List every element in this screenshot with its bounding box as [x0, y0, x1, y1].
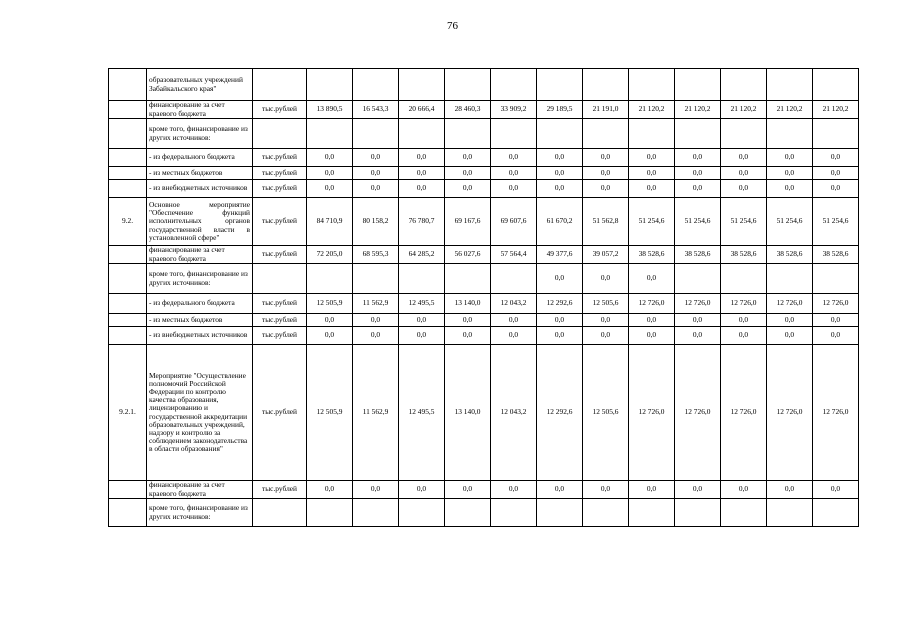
value-cell: 49 377,6	[537, 246, 583, 264]
value-cell	[721, 499, 767, 527]
value-cell: 0,0	[399, 314, 445, 327]
value-cell: 0,0	[445, 327, 491, 345]
value-cell	[491, 499, 537, 527]
value-cell	[491, 264, 537, 294]
value-cell: 12 043,2	[491, 294, 537, 314]
value-cell: 12 505,9	[307, 294, 353, 314]
value-cell: 12 726,0	[629, 294, 675, 314]
value-cell: 0,0	[491, 149, 537, 167]
value-cell: 12 043,2	[491, 345, 537, 481]
value-cell: 0,0	[675, 149, 721, 167]
table-row	[109, 167, 859, 180]
row-unit: тыс.рублей	[253, 327, 307, 345]
value-cell	[813, 119, 859, 149]
table-row	[109, 345, 859, 481]
value-cell: 80 158,2	[353, 198, 399, 246]
value-cell: 0,0	[445, 167, 491, 180]
value-cell	[445, 69, 491, 101]
row-description: - из федерального бюджета	[147, 294, 253, 314]
row-number	[109, 69, 147, 101]
row-unit: тыс.рублей	[253, 294, 307, 314]
value-cell: 0,0	[721, 327, 767, 345]
value-cell: 0,0	[491, 327, 537, 345]
row-description: - из федерального бюджета	[147, 149, 253, 167]
value-cell: 0,0	[583, 264, 629, 294]
value-cell: 0,0	[353, 314, 399, 327]
value-cell: 12 505,6	[583, 345, 629, 481]
value-cell: 0,0	[307, 167, 353, 180]
value-cell: 61 670,2	[537, 198, 583, 246]
value-cell: 0,0	[629, 314, 675, 327]
row-unit	[253, 119, 307, 149]
value-cell	[399, 119, 445, 149]
value-cell: 12 292,6	[537, 294, 583, 314]
value-cell: 29 189,5	[537, 101, 583, 119]
row-unit: тыс.рублей	[253, 180, 307, 198]
value-cell: 0,0	[353, 167, 399, 180]
row-unit: тыс.рублей	[253, 101, 307, 119]
value-cell	[353, 264, 399, 294]
row-number: 9.2.1.	[109, 345, 147, 481]
value-cell: 38 528,6	[767, 246, 813, 264]
row-unit: тыс.рублей	[253, 481, 307, 499]
row-number: 9.2.	[109, 198, 147, 246]
row-description: финансирование за счет краевого бюджета	[147, 246, 253, 264]
value-cell	[445, 119, 491, 149]
value-cell: 51 254,6	[675, 198, 721, 246]
value-cell: 0,0	[583, 149, 629, 167]
value-cell	[399, 499, 445, 527]
value-cell: 0,0	[629, 327, 675, 345]
value-cell	[767, 69, 813, 101]
row-unit: тыс.рублей	[253, 314, 307, 327]
row-description: кроме того, финансирование из других источников:	[147, 119, 253, 149]
value-cell: 21 120,2	[767, 101, 813, 119]
value-cell: 11 562,9	[353, 294, 399, 314]
value-cell	[813, 69, 859, 101]
value-cell	[675, 119, 721, 149]
value-cell: 0,0	[445, 314, 491, 327]
row-unit: тыс.рублей	[253, 198, 307, 246]
value-cell: 0,0	[537, 264, 583, 294]
value-cell: 0,0	[491, 314, 537, 327]
table-row	[109, 314, 859, 327]
value-cell: 51 254,6	[629, 198, 675, 246]
row-unit	[253, 69, 307, 101]
value-cell: 69 167,6	[445, 198, 491, 246]
value-cell	[491, 69, 537, 101]
table-row	[109, 499, 859, 527]
value-cell: 0,0	[767, 327, 813, 345]
value-cell: 0,0	[537, 167, 583, 180]
value-cell: 0,0	[399, 149, 445, 167]
row-description: Основное мероприятие "Обеспечение функций исполнительных органов государственной власти в установленной сфере"	[147, 198, 253, 246]
row-description: - из местных бюджетов	[147, 167, 253, 180]
value-cell	[307, 119, 353, 149]
table-row	[109, 69, 859, 101]
table-row	[109, 246, 859, 264]
value-cell: 0,0	[721, 149, 767, 167]
row-description: - из внебюджетных источников	[147, 327, 253, 345]
value-cell: 21 120,2	[813, 101, 859, 119]
value-cell: 0,0	[767, 180, 813, 198]
value-cell: 0,0	[399, 180, 445, 198]
value-cell: 12 726,0	[629, 345, 675, 481]
value-cell	[629, 499, 675, 527]
value-cell: 13 140,0	[445, 294, 491, 314]
value-cell: 51 254,6	[721, 198, 767, 246]
value-cell: 69 607,6	[491, 198, 537, 246]
value-cell: 51 254,6	[767, 198, 813, 246]
value-cell	[445, 499, 491, 527]
value-cell	[445, 264, 491, 294]
row-number	[109, 101, 147, 119]
budget-table	[108, 68, 859, 527]
value-cell: 0,0	[721, 481, 767, 499]
value-cell	[307, 264, 353, 294]
row-description: - из внебюджетных источников	[147, 180, 253, 198]
value-cell: 21 120,2	[721, 101, 767, 119]
row-unit: тыс.рублей	[253, 345, 307, 481]
value-cell: 0,0	[491, 180, 537, 198]
value-cell: 16 543,3	[353, 101, 399, 119]
value-cell: 0,0	[353, 327, 399, 345]
value-cell: 0,0	[721, 167, 767, 180]
value-cell	[675, 264, 721, 294]
value-cell: 0,0	[353, 180, 399, 198]
value-cell: 0,0	[307, 180, 353, 198]
value-cell	[629, 69, 675, 101]
value-cell: 0,0	[629, 481, 675, 499]
value-cell: 0,0	[813, 327, 859, 345]
value-cell	[537, 119, 583, 149]
value-cell: 76 780,7	[399, 198, 445, 246]
row-number	[109, 149, 147, 167]
row-unit	[253, 499, 307, 527]
value-cell: 57 564,4	[491, 246, 537, 264]
row-description: - из местных бюджетов	[147, 314, 253, 327]
value-cell: 0,0	[813, 167, 859, 180]
value-cell: 38 528,6	[813, 246, 859, 264]
value-cell: 0,0	[813, 481, 859, 499]
page-number: 76	[447, 20, 458, 32]
value-cell: 39 057,2	[583, 246, 629, 264]
value-cell: 20 666,4	[399, 101, 445, 119]
value-cell: 0,0	[583, 167, 629, 180]
value-cell: 12 495,5	[399, 345, 445, 481]
value-cell: 0,0	[629, 180, 675, 198]
value-cell: 0,0	[629, 167, 675, 180]
value-cell: 12 726,0	[675, 294, 721, 314]
table-row	[109, 101, 859, 119]
table-row	[109, 327, 859, 345]
value-cell: 0,0	[583, 180, 629, 198]
value-cell	[353, 119, 399, 149]
value-cell: 21 120,2	[629, 101, 675, 119]
table-body	[109, 69, 859, 527]
value-cell	[721, 264, 767, 294]
value-cell	[537, 69, 583, 101]
value-cell	[721, 69, 767, 101]
value-cell: 0,0	[537, 327, 583, 345]
row-unit	[253, 264, 307, 294]
value-cell: 11 562,9	[353, 345, 399, 481]
row-description: Мероприятие "Осуществление полномочий Российской Федерации по контролю качества образования, лицензированию и государственной аккредитации образовательных учреждений, надзору и контролю за соблюдением законодательства в области образования"	[147, 345, 253, 481]
value-cell: 38 528,6	[721, 246, 767, 264]
value-cell	[721, 119, 767, 149]
value-cell: 0,0	[767, 167, 813, 180]
value-cell: 0,0	[813, 180, 859, 198]
value-cell: 12 726,0	[675, 345, 721, 481]
row-description: кроме того, финансирование из других источников:	[147, 264, 253, 294]
value-cell: 0,0	[675, 481, 721, 499]
value-cell: 0,0	[767, 314, 813, 327]
value-cell	[537, 499, 583, 527]
value-cell: 12 726,0	[721, 294, 767, 314]
value-cell	[399, 264, 445, 294]
value-cell: 21 191,0	[583, 101, 629, 119]
value-cell: 33 909,2	[491, 101, 537, 119]
value-cell: 12 495,5	[399, 294, 445, 314]
row-description: кроме того, финансирование из других источников:	[147, 499, 253, 527]
value-cell: 0,0	[813, 149, 859, 167]
value-cell: 0,0	[399, 327, 445, 345]
value-cell: 0,0	[813, 314, 859, 327]
value-cell: 13 890,5	[307, 101, 353, 119]
value-cell: 84 710,9	[307, 198, 353, 246]
value-cell: 0,0	[767, 149, 813, 167]
value-cell: 0,0	[629, 264, 675, 294]
value-cell: 0,0	[307, 327, 353, 345]
value-cell: 0,0	[629, 149, 675, 167]
value-cell	[813, 264, 859, 294]
value-cell: 0,0	[537, 180, 583, 198]
value-cell	[583, 119, 629, 149]
value-cell: 0,0	[307, 481, 353, 499]
value-cell: 56 027,6	[445, 246, 491, 264]
value-cell	[491, 119, 537, 149]
value-cell	[767, 119, 813, 149]
value-cell	[399, 69, 445, 101]
value-cell: 38 528,6	[675, 246, 721, 264]
row-number	[109, 481, 147, 499]
value-cell: 12 726,0	[767, 345, 813, 481]
value-cell: 0,0	[675, 180, 721, 198]
value-cell: 0,0	[675, 314, 721, 327]
value-cell: 0,0	[353, 481, 399, 499]
value-cell: 28 460,3	[445, 101, 491, 119]
value-cell	[675, 499, 721, 527]
row-description: финансирование за счет краевого бюджета	[147, 101, 253, 119]
row-number	[109, 167, 147, 180]
row-number	[109, 119, 147, 149]
value-cell: 0,0	[445, 481, 491, 499]
row-unit: тыс.рублей	[253, 246, 307, 264]
value-cell: 0,0	[537, 481, 583, 499]
value-cell	[767, 499, 813, 527]
value-cell: 13 140,0	[445, 345, 491, 481]
value-cell: 0,0	[445, 149, 491, 167]
value-cell: 0,0	[583, 327, 629, 345]
value-cell	[629, 119, 675, 149]
value-cell: 0,0	[537, 314, 583, 327]
value-cell	[675, 69, 721, 101]
value-cell	[583, 499, 629, 527]
value-cell	[307, 69, 353, 101]
value-cell: 72 205,0	[307, 246, 353, 264]
row-number	[109, 327, 147, 345]
value-cell: 51 254,6	[813, 198, 859, 246]
value-cell: 12 505,6	[583, 294, 629, 314]
table-row	[109, 149, 859, 167]
value-cell	[353, 499, 399, 527]
table-row	[109, 264, 859, 294]
value-cell	[767, 264, 813, 294]
row-description: финансирование за счет краевого бюджета	[147, 481, 253, 499]
value-cell: 12 726,0	[721, 345, 767, 481]
value-cell: 0,0	[491, 481, 537, 499]
value-cell: 64 285,2	[399, 246, 445, 264]
value-cell: 12 726,0	[813, 345, 859, 481]
value-cell	[353, 69, 399, 101]
row-number	[109, 264, 147, 294]
value-cell: 0,0	[721, 314, 767, 327]
value-cell: 0,0	[399, 481, 445, 499]
value-cell: 0,0	[675, 327, 721, 345]
row-unit: тыс.рублей	[253, 167, 307, 180]
row-description: образовательных учреждений Забайкальского края"	[147, 69, 253, 101]
value-cell: 12 726,0	[767, 294, 813, 314]
value-cell: 0,0	[721, 180, 767, 198]
value-cell: 0,0	[583, 481, 629, 499]
value-cell: 0,0	[445, 180, 491, 198]
value-cell: 0,0	[767, 481, 813, 499]
value-cell	[583, 69, 629, 101]
value-cell: 0,0	[491, 167, 537, 180]
table-row	[109, 119, 859, 149]
value-cell: 0,0	[307, 149, 353, 167]
row-number	[109, 499, 147, 527]
value-cell: 12 505,9	[307, 345, 353, 481]
value-cell: 0,0	[537, 149, 583, 167]
row-number	[109, 246, 147, 264]
table-row	[109, 180, 859, 198]
value-cell: 51 562,8	[583, 198, 629, 246]
value-cell: 0,0	[399, 167, 445, 180]
value-cell: 68 595,3	[353, 246, 399, 264]
table-row	[109, 481, 859, 499]
value-cell: 0,0	[307, 314, 353, 327]
row-number	[109, 294, 147, 314]
row-number	[109, 314, 147, 327]
value-cell: 12 726,0	[813, 294, 859, 314]
table-row	[109, 294, 859, 314]
table-row	[109, 198, 859, 246]
value-cell: 12 292,6	[537, 345, 583, 481]
value-cell: 21 120,2	[675, 101, 721, 119]
value-cell	[307, 499, 353, 527]
value-cell: 38 528,6	[629, 246, 675, 264]
value-cell: 0,0	[675, 167, 721, 180]
value-cell: 0,0	[583, 314, 629, 327]
row-unit: тыс.рублей	[253, 149, 307, 167]
value-cell	[813, 499, 859, 527]
row-number	[109, 180, 147, 198]
value-cell: 0,0	[353, 149, 399, 167]
